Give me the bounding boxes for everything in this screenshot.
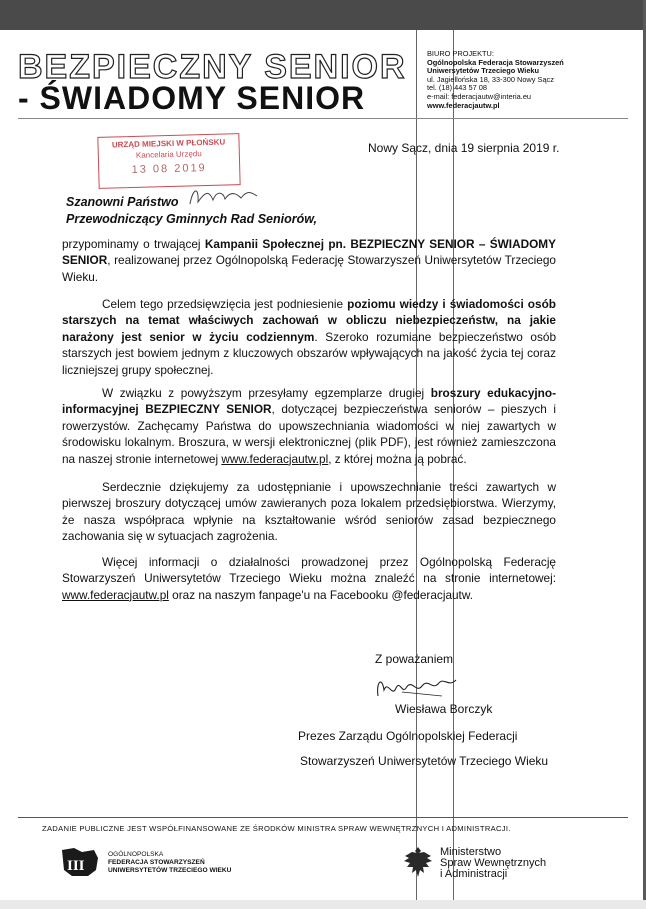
ministry-name xyxy=(440,847,546,880)
p3-text: , z której można ją pobrać. xyxy=(328,451,467,466)
stamp-office: URZĄD MIEJSKI W PŁOŃSKU xyxy=(111,137,226,150)
funding-notice: ZADANIE PUBLICZNE JEST WSPÓŁFINANSOWANE ZE ŚRODKÓW MINISTRA SPRAW WEWNĘTRZNYCH I ADMINISTRACJI. xyxy=(42,824,511,833)
paragraph-2 xyxy=(62,296,556,378)
paragraph-1 xyxy=(62,236,556,285)
handwritten-signature xyxy=(372,672,467,704)
brochure-name: broszury edukacyjno-informacyjnej BEZPIECZNY SENIOR xyxy=(62,386,557,417)
stamp-subtitle: Kancelaria Urzędu xyxy=(135,149,202,160)
closing: Z poważaniem xyxy=(375,652,454,666)
federation-name-line: UNIWERSYTETÓW TRZECIEGO WIEKU xyxy=(108,867,232,874)
salutation-line1: Szanowni Państwo xyxy=(66,195,179,209)
project-office-tel: tel. (18) 443 57 08 xyxy=(427,83,487,93)
paragraph-5 xyxy=(62,554,556,603)
p5-text: Więcej informacji o działalności prowadzonej przez Ogólnopolską Federację Stowarzyszeń Uniwersytetów Trzeciego Wieku można znaleźć na stronie internetowej: xyxy=(62,555,556,586)
project-office-info xyxy=(427,50,564,110)
paragraph-3 xyxy=(62,385,556,467)
signer-name: Wiesława Borczyk xyxy=(395,702,493,716)
header-divider xyxy=(18,118,628,119)
signer-title: Prezes Zarządu Ogólnopolskiej Federacji xyxy=(298,729,518,743)
federation-logo xyxy=(60,846,100,878)
federation-name-line: FEDERACJA STOWARZYSZEŃ xyxy=(108,859,205,866)
p2-emphasis: poziomu wiedzy i świadomości osób starszych na temat właściwych zachowań w obliczu niebezpieczeństw, na jakie narażony jest senior w życiu codziennym xyxy=(62,297,556,344)
project-office-www: www.federacjautw.pl xyxy=(427,100,500,110)
ministry-name-line: Ministerstwo xyxy=(440,846,502,858)
project-office-title: BIURO PROJEKTU: xyxy=(427,49,494,58)
signer-title: Stowarzyszeń Uniwersytetów Trzeciego Wieku xyxy=(300,754,549,768)
eagle-emblem-icon xyxy=(402,844,434,880)
footer-divider xyxy=(18,817,628,818)
p2-text: Celem tego przedsięwzięcia jest podniesienie xyxy=(102,297,348,311)
p1-text: , realizowanej przez Ogólnopolską Federację Stowarzyszeń Uniwersytetów Trzeciego Wieku. xyxy=(62,253,556,284)
p3-text: W związku z powyższym przesyłamy egzemplarze drugiej xyxy=(102,386,431,400)
p1-text: przypominamy o trwającej xyxy=(62,237,205,251)
p4-text: Serdecznie dziękujemy za udostępnianie i upowszechnianie treści zawartych w pierwszej broszury dotyczącej umów zawieranych poza lokalem przedsiębiorstwa. Wierzymy, że nasza współpraca wpłynie na kształtowanie wśród seniorów zasad bezpiecznego zachowania się w sytuacjach zagrożenia. xyxy=(62,480,556,544)
federation-logo-text: III xyxy=(67,858,85,874)
salutation xyxy=(66,194,317,228)
campaign-logo-line2: - ŚWIADOMY SENIOR xyxy=(18,80,366,116)
p2-text: . Szeroko rozumiane bezpieczeństwo osób starszych jest bowiem jednym z kluczowych obszarów wpływających na jakość życia tej coraz liczniejszej grupy społecznej. xyxy=(62,329,557,377)
website-link[interactable]: www.federacjautw.pl xyxy=(221,451,329,466)
scan-bottom-border xyxy=(0,900,646,909)
ministry-name-line: Spraw Wewnętrznych xyxy=(440,857,547,869)
federation-name xyxy=(108,851,231,875)
project-office-address: ul. Jagiellońska 18, 33-300 Nowy Sącz xyxy=(427,74,554,84)
website-link[interactable]: www.federacjautw.pl xyxy=(62,587,169,602)
campaign-name: Kampanii Społecznej pn. BEZPIECZNY SENIOR – ŚWIADOMY SENIOR xyxy=(62,237,556,268)
federation-name-line: OGÓLNOPOLSKA xyxy=(108,851,164,858)
salutation-line2: Przewodniczący Gminnych Rad Seniorów, xyxy=(66,212,317,226)
p3-text: , dotyczącej bezpieczeństwa seniorów – pieszych i rowerzystów. Zachęcamy Państwa do upowszechniania wiadomości w niej zawartych w środowisku lokalnym. Broszura, w wersji elektronicznej (plik PDF), jest również zamieszczona na naszej stronie internetowej xyxy=(62,402,557,466)
project-office-email: e-mail: federacjautw@interia.eu xyxy=(427,91,532,101)
campaign-logo-line1: BEZPIECZNY SENIOR xyxy=(18,48,407,86)
project-office-org: Ogólnopolska Federacja Stowarzyszeń xyxy=(427,57,564,67)
paragraph-4 xyxy=(62,479,556,545)
letter-date: Nowy Sącz, dnia 19 sierpnia 2019 r. xyxy=(368,141,560,155)
p5-text: oraz na naszym fanpage'u na Facebooku @federacjautw. xyxy=(168,587,473,602)
project-office-org: Uniwersytetów Trzeciego Wieku xyxy=(427,66,540,76)
stamp-date: 13 08 2019 xyxy=(131,162,207,176)
scan-top-border xyxy=(0,0,646,30)
incoming-stamp xyxy=(97,133,240,189)
ministry-name-line: i Administracji xyxy=(440,868,508,880)
